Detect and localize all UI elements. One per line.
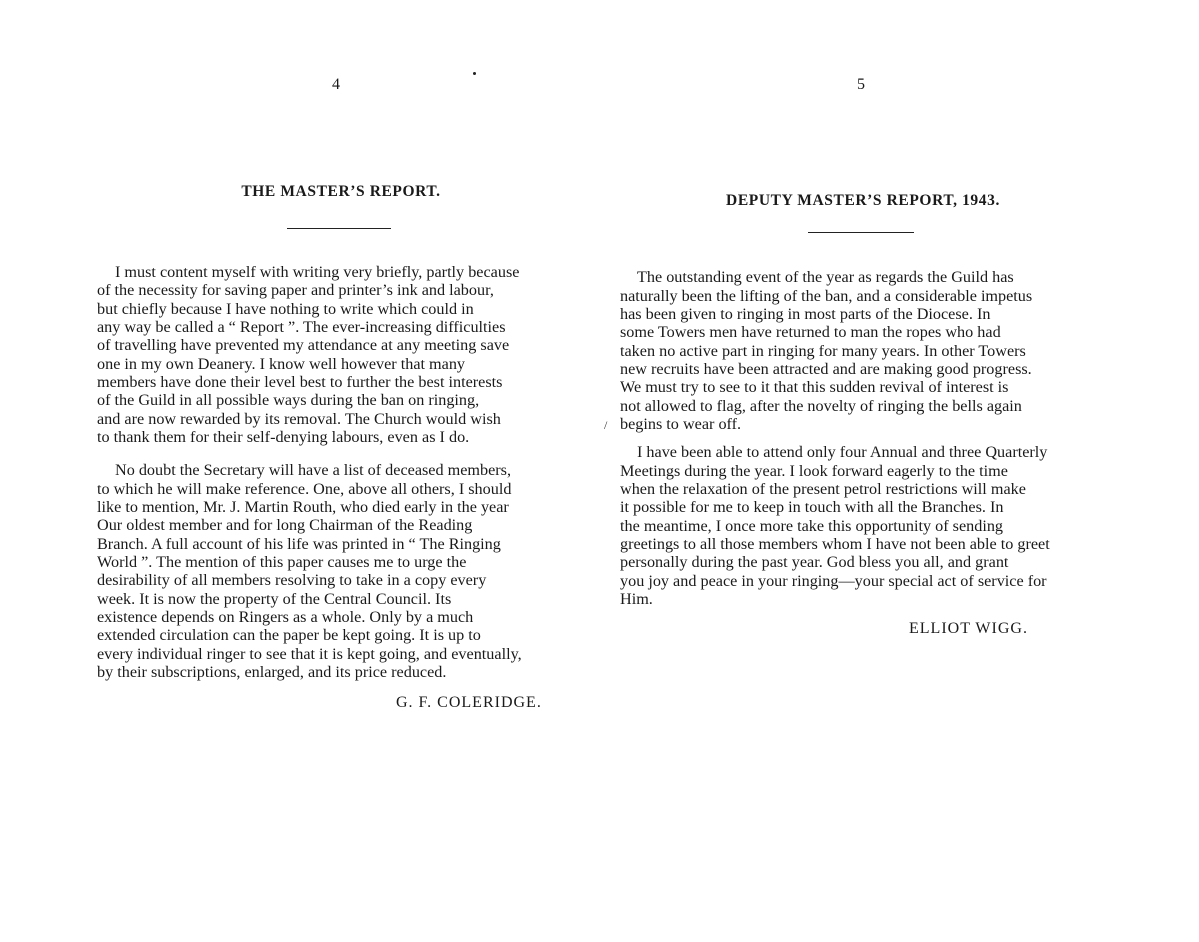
body-line: Our oldest member and for long Chairman of the Reading [97, 516, 473, 534]
body-line: has been given to ringing in most parts of the Diocese. In [620, 305, 991, 323]
body-line: of the necessity for saving paper and printer’s ink and labour, [97, 281, 494, 299]
body-line: of the Guild in all possible ways during the ban on ringing, [97, 391, 480, 409]
body-line: personally during the past year. God bless you all, and grant [620, 553, 1009, 571]
body-line: begins to wear off. [620, 415, 742, 433]
margin-mark: / [604, 418, 608, 432]
left-title-rule [287, 228, 391, 229]
left-signature: G. F. COLERIDGE. [396, 694, 542, 711]
body-line: existence depends on Ringers as a whole. Only by a much [97, 608, 474, 626]
left-page-number: 4 [332, 76, 340, 93]
body-line: week. It is now the property of the Central Council. Its [97, 590, 452, 608]
body-line: you joy and peace in your ringing—your special act of service for [620, 572, 1047, 590]
body-line: World ”. The mention of this paper causes me to urge the [97, 553, 467, 571]
body-line: but chiefly because I have nothing to write which could in [97, 300, 474, 318]
body-line: to which he will make reference. One, above all others, I should [97, 480, 512, 498]
body-line: Meetings during the year. I look forward eagerly to the time [620, 462, 1008, 480]
body-line: to thank them for their self-denying labours, even as I do. [97, 428, 470, 446]
body-line: new recruits have been attracted and are making good progress. [620, 360, 1032, 378]
right-page-title: DEPUTY MASTER’S REPORT, 1943. [726, 192, 1000, 209]
body-line: and are now rewarded by its removal. The Church would wish [97, 410, 501, 428]
body-line: members have done their level best to further the best interests [97, 373, 503, 391]
body-line: desirability of all members resolving to take in a copy every [97, 571, 487, 589]
body-line: I must content myself with writing very briefly, partly because [115, 263, 520, 281]
body-line: one in my own Deanery. I know well however that many [97, 355, 466, 373]
body-line: Branch. A full account of his life was printed in “ The Ringing [97, 535, 501, 553]
body-line: some Towers men have returned to man the ropes who had [620, 323, 1001, 341]
body-line: the meantime, I once more take this opportunity of sending [620, 517, 1004, 535]
body-line: when the relaxation of the present petrol restrictions will make [620, 480, 1026, 498]
body-line: any way be called a “ Report ”. The ever-increasing difficulties [97, 318, 506, 336]
body-line: every individual ringer to see that it is kept going, and eventually, [97, 645, 522, 663]
body-line: Him. [620, 590, 653, 608]
body-line: it possible for me to keep in touch with all the Branches. In [620, 498, 1004, 516]
body-line: The outstanding event of the year as regards the Guild has [637, 268, 1014, 286]
right-page-number: 5 [857, 76, 865, 93]
print-speck [473, 72, 476, 75]
body-line: I have been able to attend only four Annual and three Quarterly [637, 443, 1048, 461]
body-line: No doubt the Secretary will have a list of deceased members, [115, 461, 512, 479]
body-line: not allowed to flag, after the novelty of ringing the bells again [620, 397, 1022, 415]
body-line: naturally been the lifting of the ban, and a considerable impetus [620, 287, 1033, 305]
body-line: We must try to see to it that this sudden revival of interest is [620, 378, 1009, 396]
right-title-rule [808, 232, 914, 233]
body-line: greetings to all those members whom I have not been able to greet [620, 535, 1050, 553]
body-line: taken no active part in ringing for many years. In other Towers [620, 342, 1026, 360]
body-line: extended circulation can the paper be kept going. It is up to [97, 626, 481, 644]
body-line: by their subscriptions, enlarged, and its price reduced. [97, 663, 447, 681]
left-page-title: THE MASTER’S REPORT. [241, 183, 441, 200]
body-line: of travelling have prevented my attendance at any meeting save [97, 336, 510, 354]
right-signature: ELLIOT WIGG. [909, 620, 1028, 637]
body-line: like to mention, Mr. J. Martin Routh, who died early in the year [97, 498, 509, 516]
